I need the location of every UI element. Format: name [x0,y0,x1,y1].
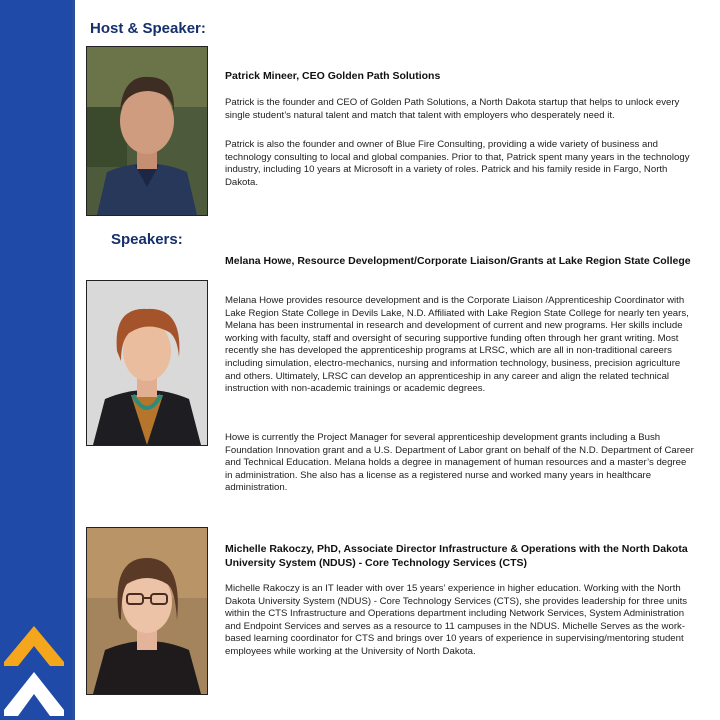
speaker-bio-michelle-p1: Michelle Rakoczy is an IT leader with over 15 years’ experience in higher education. Working with the North Dakota University System (NDUS) - Core Technology Services (CTS), she provides leadership for three units within the CTS Infrastructure and Operations department including Network Services, System Administration and Endpoint Services and serves as a resource to 11 campuses in the NDUS. Michelle Serves as the work-based learning coordinator for CTS and brings over 10 years of experience in supervising/mentoring student employees while working at the University of North Dakota. [225,583,688,657]
sidebar-band [0,0,72,720]
host-heading: Host & Speaker: [90,20,206,37]
speaker-name-patrick: Patrick Mineer, CEO Golden Path Solutions [225,70,441,82]
speakers-heading: Speakers: [111,231,183,248]
speaker-bio-patrick-p1: Patrick is the founder and CEO of Golden Path Solutions, a North Dakota startup that helps to unlock every single student’s natural talent and match that talent with employers who desperately need it. [225,97,680,121]
speaker-photo-patrick [86,46,208,216]
speaker-bio-melana-p1: Melana Howe provides resource development and is the Corporate Liaison /Apprenticeship Coordinator with Lake Region State College in Devils Lake, N.D. Affiliated with Lake Region State College for nearly ten years, Melana has been instrumental in research and development of current and new programs. Her skills include working with faculty, staff and oversight of securing supportive funding often through her grant writing. Most recently she has developed the apprenticeship programs at LRSC, which are all in non-traditional careers including simulation, electro-mechanics, nursing and information technology, business, precision agriculture and others. Ultimately, LRSC can develop an apprenticeship in any career and align the related technical instruction with non-academic trainings or academic degrees. [225,295,689,395]
sidebar-edge [72,0,75,720]
speaker-name-melana: Melana Howe, Resource Development/Corporate Liaison/Grants at Lake Region State College [225,255,691,267]
speaker-photo-melana [86,280,208,446]
speaker-name-michelle: Michelle Rakoczy, PhD, Associate Director Infrastructure & Operations with the North Dakota University System (NDUS) - Core Technology Services (CTS) [225,543,688,569]
chevron-up-gold-icon [4,622,64,666]
speaker-photo-michelle [86,527,208,695]
speaker-bio-patrick-p2: Patrick is also the founder and owner of Blue Fire Consulting, providing a wide variety of business and technology consulting to local and global companies. Prior to that, Patrick spent many years in the technology industry, including 10 years at Microsoft in a variety of roles. Patrick and his family reside in Fargo, North Dakota. [225,139,690,188]
speaker-bio-melana-p2: Howe is currently the Project Manager for several apprenticeship development grants including a Bush Foundation Innovation grant and a U.S. Department of Labor grant on behalf of the N.D. Department of Career and Technical Education. Melana holds a degree in management of human resources and a master’s degree in administration. She also has a license as a registered nurse and worked many years in healthcare administration. [225,432,694,494]
chevron-up-white-icon [4,666,64,716]
